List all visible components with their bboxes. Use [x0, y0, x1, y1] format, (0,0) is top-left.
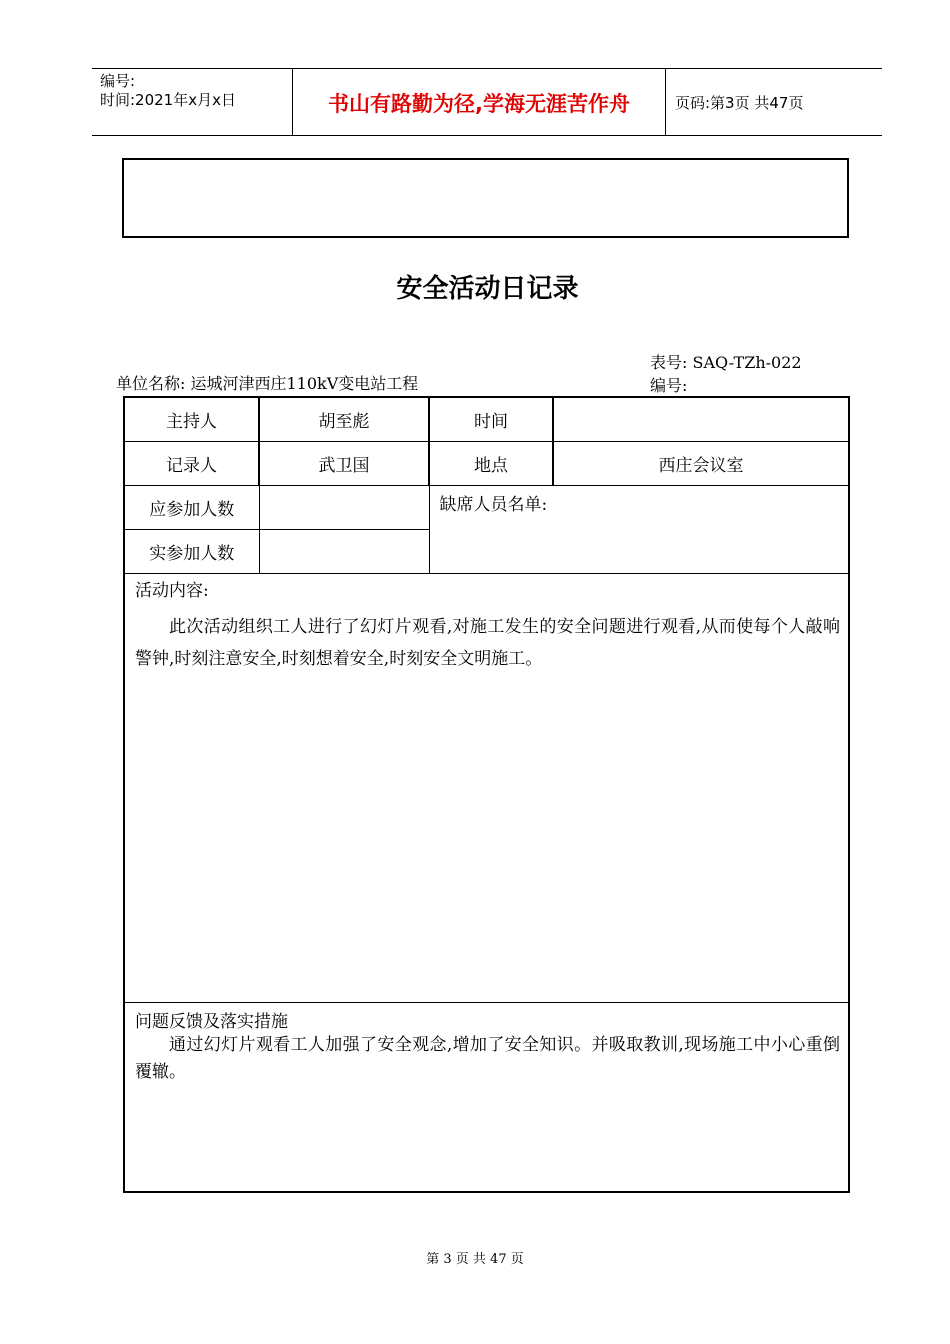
feedback-label: 问题反馈及落实措施 — [135, 1011, 288, 1032]
header-code-label: 编号: — [100, 72, 136, 90]
activity-content-label: 活动内容: — [135, 580, 209, 601]
table-row — [124, 485, 849, 529]
place-value: 西庄会议室 — [553, 441, 849, 485]
header-page-label: 页码:第3页 共47页 — [675, 94, 804, 112]
document-title: 安全活动日记录 — [396, 274, 579, 304]
table-row — [124, 397, 849, 441]
header-time-label: 时间:2021年x月x日 — [100, 91, 236, 109]
header-slogan: 书山有路勤为径,学海无涯苦作舟 — [328, 92, 630, 116]
footer-page-number: 第 3 页 共 47 页 — [426, 1252, 524, 1267]
feedback-cell — [124, 1002, 849, 1192]
time-value — [553, 397, 849, 441]
absent-list-cell — [429, 485, 849, 573]
time-label: 时间 — [429, 397, 553, 441]
recorder-value: 武卫国 — [259, 441, 429, 485]
expected-attendance-label: 应参加人数 — [124, 485, 259, 529]
activity-content-text: 此次活动组织工人进行了幻灯片观看,对施工发生的安全问题进行观看,从而使每个人敲响警钟,时刻注意安全,时刻想着安全,时刻安全文明施工。 — [135, 616, 840, 669]
table-row — [124, 441, 849, 485]
activity-record-table — [123, 396, 850, 1193]
absent-list-label: 缺席人员名单: — [439, 494, 548, 515]
host-value: 胡至彪 — [259, 397, 429, 441]
place-label: 地点 — [429, 441, 553, 485]
blank-frame — [122, 158, 849, 238]
header-top-rule — [92, 68, 882, 69]
table-row — [124, 1002, 849, 1192]
unit-name: 单位名称: 运城河津西庄110kV变电站工程 — [116, 374, 419, 393]
header-divider-right — [665, 68, 666, 136]
form-number: 表号: SAQ-TZh-022 — [650, 353, 802, 372]
serial-number: 编号: — [650, 376, 688, 395]
host-label: 主持人 — [124, 397, 259, 441]
table-row — [124, 573, 849, 1002]
header-bottom-rule — [92, 135, 882, 136]
activity-content-cell — [124, 573, 849, 1002]
actual-attendance-value — [259, 529, 429, 573]
expected-attendance-value — [259, 485, 429, 529]
recorder-label: 记录人 — [124, 441, 259, 485]
feedback-text: 通过幻灯片观看工人加强了安全观念,增加了安全知识。并吸取教训,现场施工中小心重倒覆辙。 — [135, 1034, 840, 1082]
actual-attendance-label: 实参加人数 — [124, 529, 259, 573]
